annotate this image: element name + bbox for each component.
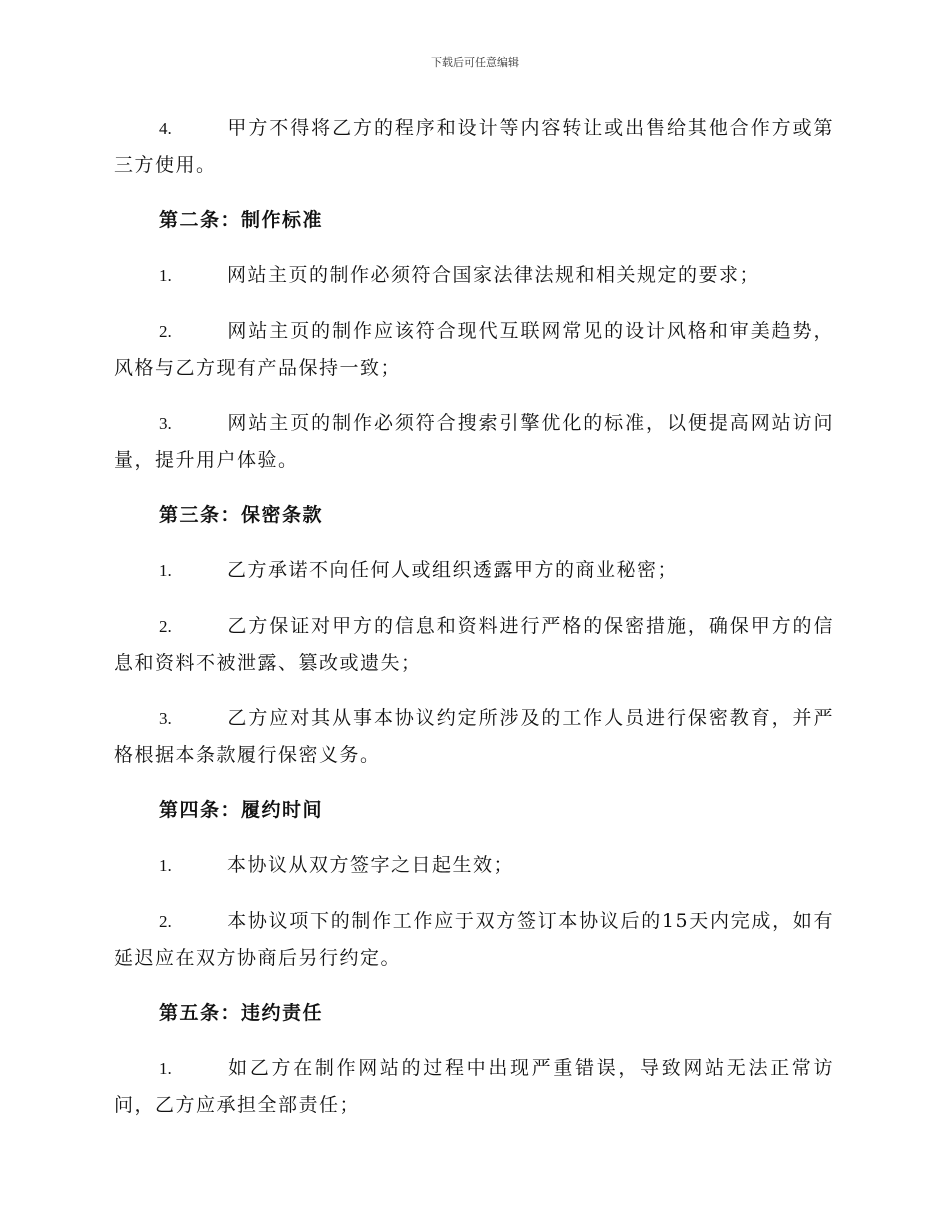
clause-number: 1.	[159, 1059, 172, 1078]
document-body	[114, 110, 834, 1142]
clause-text: 本协议项下的制作工作应于双方签订本协议后的15天内完成，如有延迟应在双方协商后另行约定。	[114, 910, 834, 969]
clause-text: 本协议从双方签字之日起生效；	[227, 854, 515, 876]
section-heading: 第二条：制作标准	[159, 209, 324, 231]
section-heading: 第三条：保密条款	[159, 504, 324, 526]
clause-item	[114, 700, 834, 773]
clause-text: 乙方保证对甲方的信息和资料进行严格的保密措施，确保甲方的信息和资料不被泄露、篡改或遗失；	[114, 615, 834, 674]
clause-number: 3.	[159, 414, 172, 433]
clause-item	[114, 257, 834, 294]
clause-number: 3.	[159, 709, 172, 728]
clause-number: 4.	[159, 119, 172, 138]
clause-item	[114, 313, 834, 386]
clause-number: 2.	[159, 617, 172, 636]
page-header-note: 下载后可任意编辑	[431, 56, 519, 69]
clause-number: 1.	[159, 856, 172, 875]
clause-item	[114, 1050, 834, 1123]
clause-number: 1.	[159, 266, 172, 285]
clause-text: 网站主页的制作必须符合国家法律法规和相关规定的要求；	[227, 264, 761, 286]
clause-text: 乙方承诺不向任何人或组织透露甲方的商业秘密；	[227, 559, 679, 581]
clause-item	[114, 847, 834, 884]
clause-text: 如乙方在制作网站的过程中出现严重错误，导致网站无法正常访问，乙方应承担全部责任；	[114, 1057, 834, 1116]
clause-item	[114, 903, 834, 976]
section-heading: 第四条：履约时间	[159, 799, 324, 821]
clause-number: 2.	[159, 322, 172, 341]
clause-item	[114, 405, 834, 478]
clause-item	[114, 608, 834, 681]
clause-number: 1.	[159, 561, 172, 580]
clause-text: 甲方不得将乙方的程序和设计等内容转让或出售给其他合作方或第三方使用。	[114, 117, 834, 176]
clause-text: 网站主页的制作应该符合现代互联网常见的设计风格和审美趋势，风格与乙方现有产品保持一致；	[114, 320, 834, 379]
clause-item	[114, 110, 834, 183]
section-heading: 第五条：违约责任	[159, 1002, 324, 1024]
clause-text: 乙方应对其从事本协议约定所涉及的工作人员进行保密教育，并严格根据本条款履行保密义务。	[114, 707, 834, 766]
clause-text: 网站主页的制作必须符合搜索引擎优化的标准，以便提高网站访问量，提升用户体验。	[114, 412, 834, 471]
clause-item	[114, 552, 834, 589]
clause-number: 2.	[159, 912, 172, 931]
